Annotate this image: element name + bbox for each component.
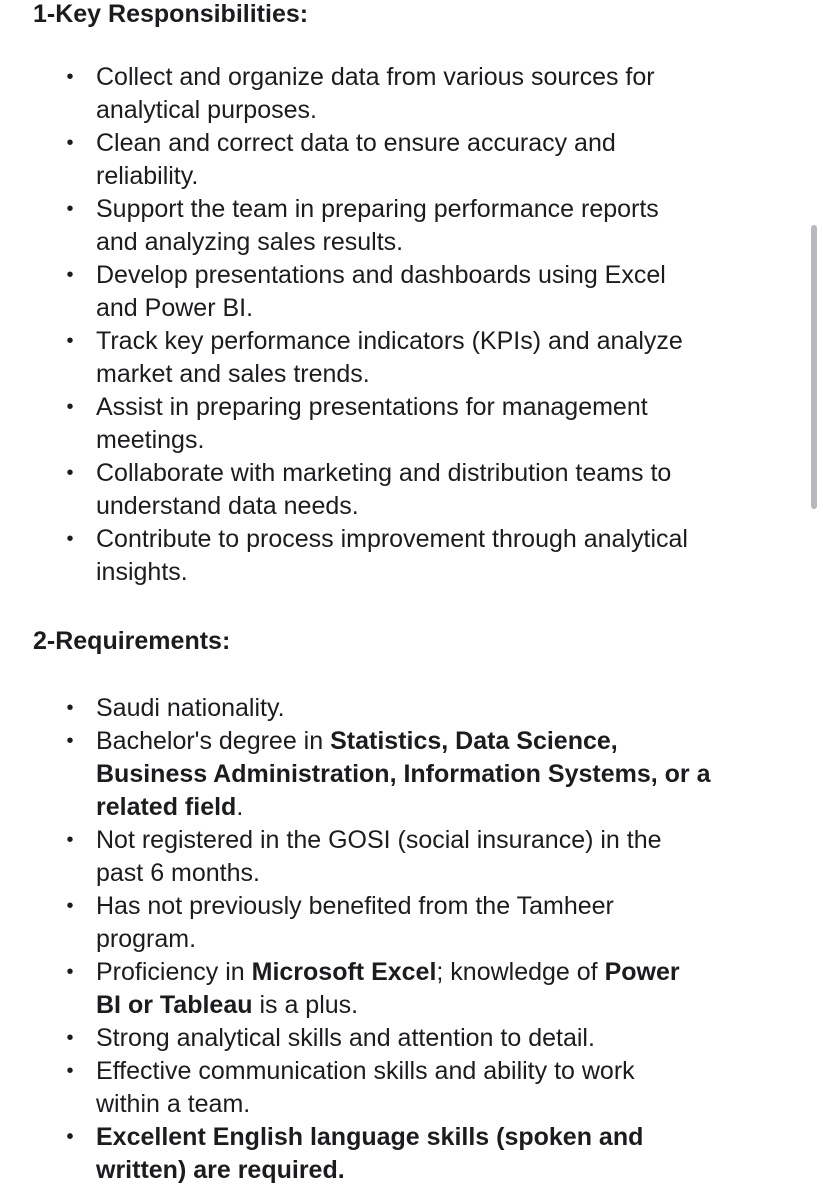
list-item: • Bachelor's degree in Statistics, Data Science, Business Administration, Information Systems, or a related field. <box>0 725 823 824</box>
bullet-icon: • <box>66 330 74 352</box>
list-item: • Has not previously benefited from the Tamheer program. <box>0 890 823 956</box>
list-item: • Support the team in preparing performance reports and analyzing sales results. <box>0 193 823 259</box>
section-heading-requirements: 2-Requirements: <box>33 627 231 655</box>
list-item: • Excellent English language skills (spoken and written) are required. <box>0 1121 823 1187</box>
bullet-icon: • <box>66 1027 74 1049</box>
bullet-icon: • <box>66 264 74 286</box>
list-item: • Collaborate with marketing and distribution teams to understand data needs. <box>0 457 823 523</box>
bullet-icon: • <box>66 895 74 917</box>
bullet-icon: • <box>66 1126 74 1148</box>
list-item: • Strong analytical skills and attention to detail. <box>0 1022 823 1055</box>
bullet-icon: • <box>66 462 74 484</box>
bullet-icon: • <box>66 829 74 851</box>
list-item: • Proficiency in Microsoft Excel; knowledge of Power BI or Tableau is a plus. <box>0 956 823 1022</box>
list-item: • Not registered in the GOSI (social insurance) in the past 6 months. <box>0 824 823 890</box>
list-item: • Contribute to process improvement through analytical insights. <box>0 523 823 589</box>
list-item: • Effective communication skills and ability to work within a team. <box>0 1055 823 1121</box>
list-item: • Assist in preparing presentations for management meetings. <box>0 391 823 457</box>
list-item: • Develop presentations and dashboards using Excel and Power BI. <box>0 259 823 325</box>
list-item: • Collect and organize data from various sources for analytical purposes. <box>0 61 823 127</box>
vertical-scrollbar[interactable] <box>811 225 817 509</box>
list-item: • Saudi nationality. <box>0 692 823 725</box>
bullet-icon: • <box>66 697 74 719</box>
responsibilities-list <box>0 61 823 589</box>
bullet-icon: • <box>66 132 74 154</box>
list-item: • Clean and correct data to ensure accuracy and reliability. <box>0 127 823 193</box>
bullet-icon: • <box>66 730 74 752</box>
bullet-icon: • <box>66 528 74 550</box>
bullet-icon: • <box>66 961 74 983</box>
requirements-list <box>0 692 823 1187</box>
section-heading-responsibilities: 1-Key Responsibilities: <box>33 0 309 28</box>
bullet-icon: • <box>66 1060 74 1082</box>
bullet-icon: • <box>66 66 74 88</box>
bullet-icon: • <box>66 396 74 418</box>
list-item: • Track key performance indicators (KPIs) and analyze market and sales trends. <box>0 325 823 391</box>
bullet-icon: • <box>66 198 74 220</box>
